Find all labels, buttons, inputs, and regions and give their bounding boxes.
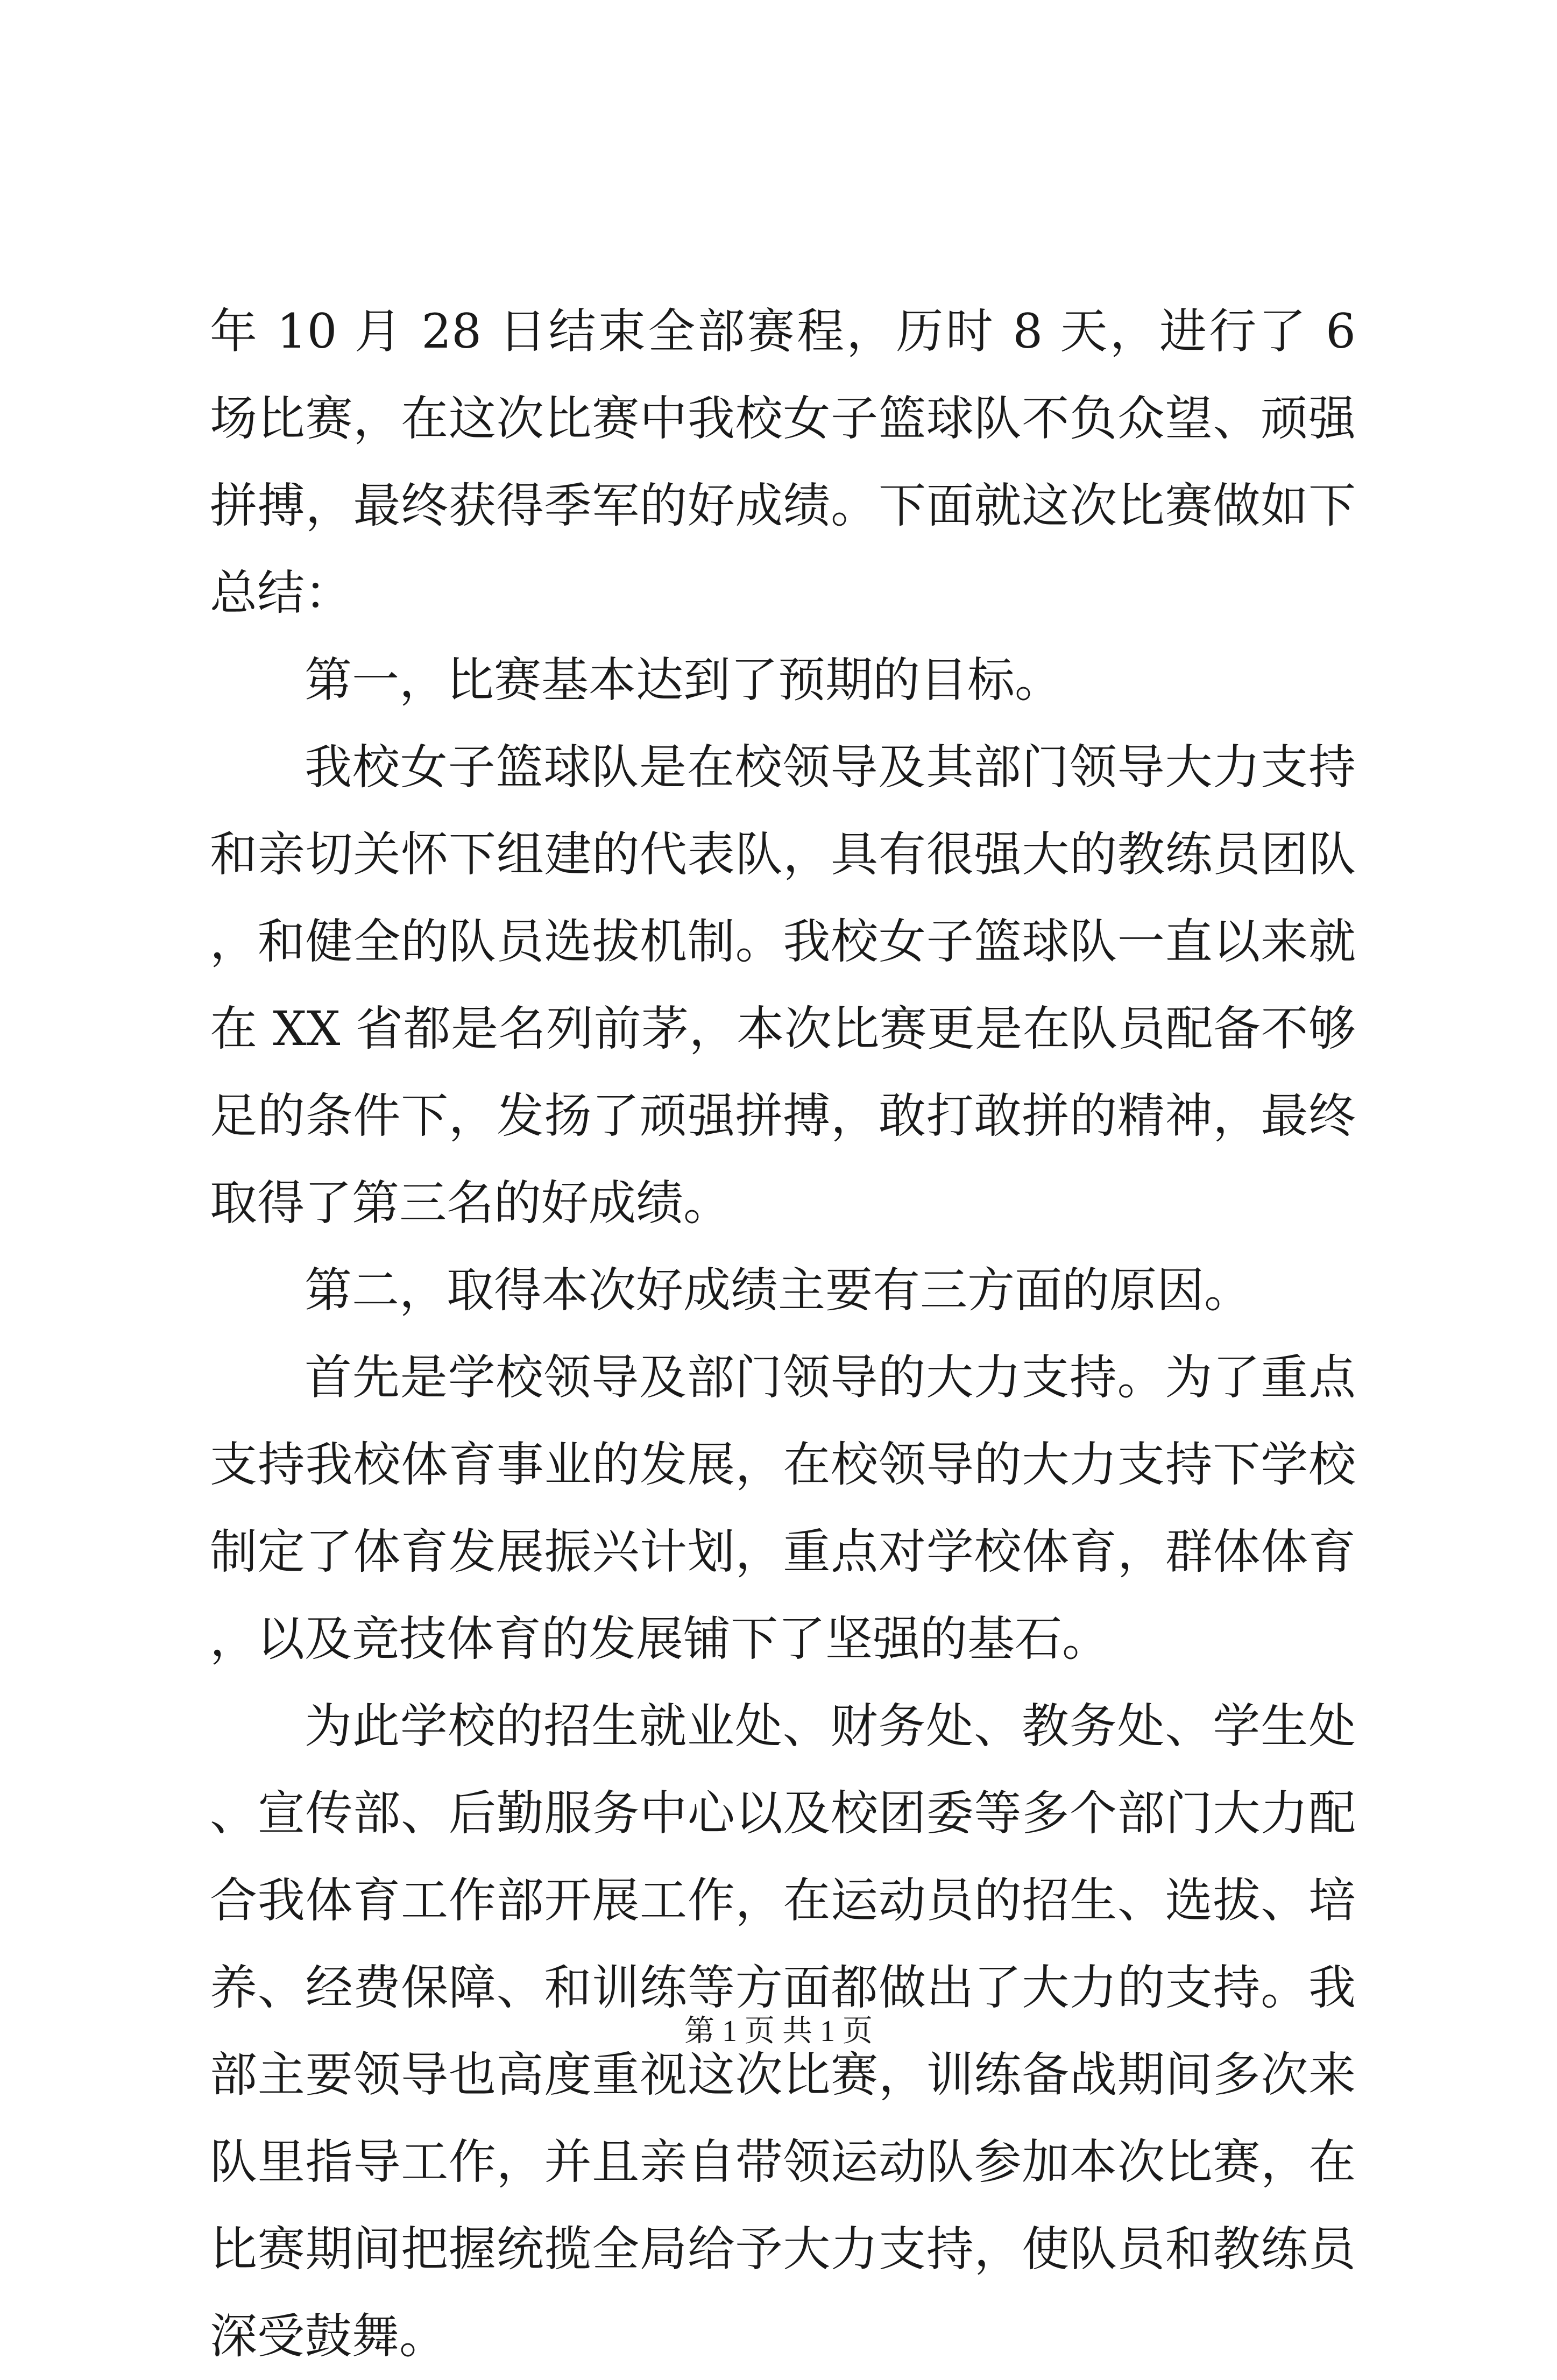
paragraph-leadership-support: 首先是学校领导及部门领导的大力支持。为了重点支持我校体育事业的发展，在校领导的大力支持下学校制定了体育发展振兴计划，重点对学校体育，群体体育，以及竞技体育的发展铺下了坚强的基石。: [210, 1350, 1356, 1666]
page-footer: 第 1 页 共 1 页: [684, 2015, 873, 2048]
paragraph-heading-first: 第一，比赛基本达到了预期的目标。: [305, 652, 1063, 708]
document-body: [210, 288, 1356, 2380]
paragraph-heading-second: 第二，取得本次好成绩主要有三方面的原因。: [305, 1262, 1252, 1318]
paragraph-team-background: 我校女子篮球队是在校领导及其部门领导大力支持和亲切关怀下组建的代表队，具有很强大的教练员团队，和健全的队员选拔机制。我校女子篮球队一直以来就在 XX 省都是名列前茅，本次比赛更是在队员配备不够足的条件下，发扬了顽强拼搏，敢打敢拼的精神，最终取得了第三名的好成绩。: [210, 739, 1356, 1231]
paragraph-continuation: 年 10 月 28 日结束全部赛程，历时 8 天，进行了 6 场比赛，在这次比赛中我校女子篮球队不负众望、顽强拼搏，最终获得季军的好成绩。下面就这次比赛做如下总结：: [210, 303, 1356, 620]
paragraph-department-support: 为此学校的招生就业处、财务处、教务处、学生处、宣传部、后勤服务中心以及校团委等多个部门大力配合我体育工作部开展工作，在运动员的招生、选拔、培养、经费保障、和训练等方面都做出了大力的支持。我部主要领导也高度重视这次比赛，训练备战期间多次来队里指导工作，并且亲自带领运动队参加本次比赛，在比赛期间把握统揽全局给予大力支持，使队员和教练员深受鼓舞。: [210, 1698, 1356, 2364]
